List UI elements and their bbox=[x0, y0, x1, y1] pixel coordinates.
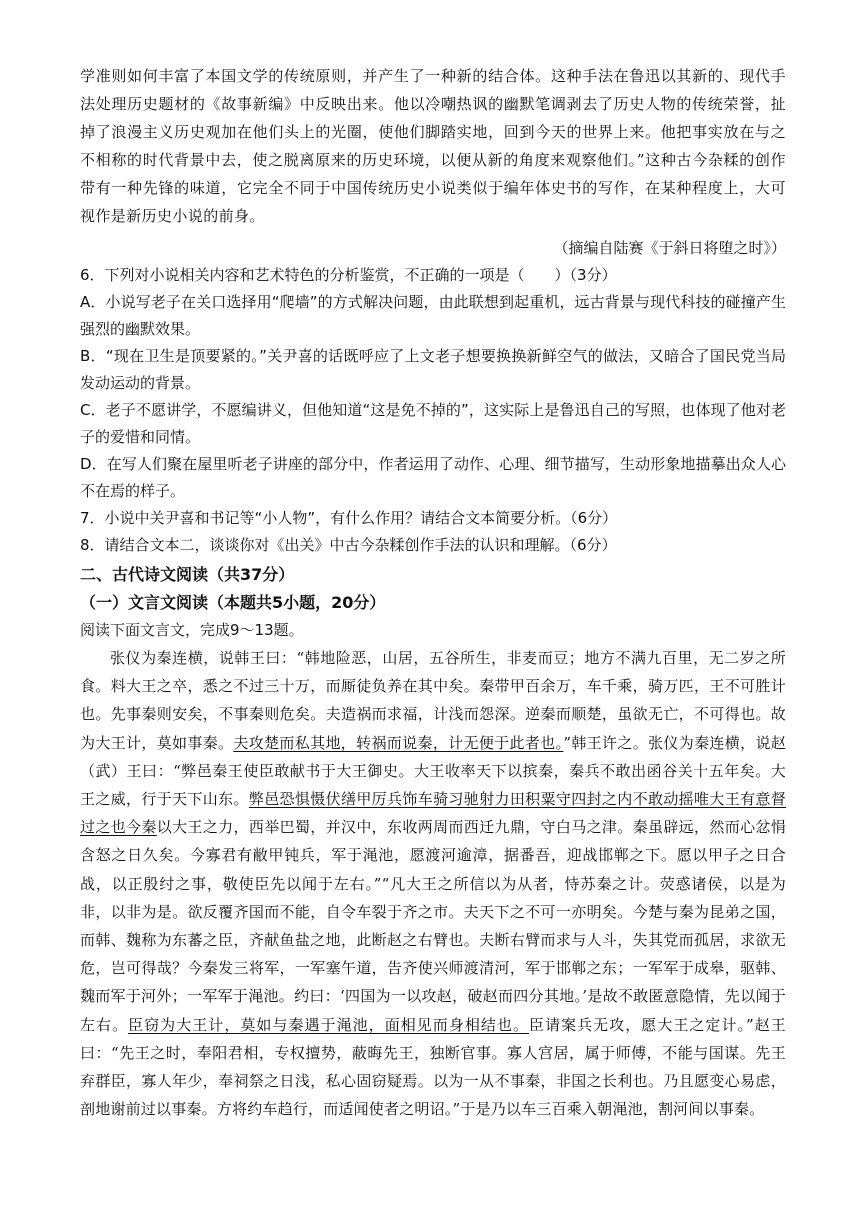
option-d: D．在写人们聚在屋里听老子讲座的部分中，作者运用了动作、心理、细节描写，生动形象地描摹出众人心不在焉的样子。 bbox=[80, 455, 786, 500]
option-b: B．“现在卫生是顶要紧的。”关尹喜的话既呼应了上文老子想要换换新鲜空气的做法，又暗合了国民党当局发动运动的背景。 bbox=[80, 347, 786, 392]
classical-text-part1: 张仪为秦连横，说韩王曰：“韩地险恶，山居，五谷所生，非麦而豆；地方不满九百里，无二岁之所食。料大王之卒，悉之不过三十万，而厮徒负养在其中矣。秦带甲百余万，车千乘，骑万匹，王不可胜计也。先事秦则安矣，不事秦则危矣。夫造祸而求福，计浅而怨深。逆秦而顺楚，虽欲无亡，不可得也。故为大王计，莫如事秦。 bbox=[80, 649, 786, 752]
passage-paragraph: 学准则如何丰富了本国文学的传统原则，并产生了一种新的结合体。这种手法在鲁迅以其新的、现代手法处理历史题材的《故事新编》中反映出来。他以冷嘲热讽的幽默笔调剥去了历史人物的传统荣誉，扯掉了浪漫主义历史观加在他们头上的光圈，使他们脚踏实地，回到今天的世界上来。他把事实放在与之不相称的时代背景中去，使之脱离原来的历史环境，以便从新的角度来观察他们。”这种古今杂糅的创作带有一种先锋的味道，它完全不同于中国传统历史小说类似于编年体史书的写作，在某种程度上，大可视作是新历史小说的前身。 bbox=[80, 67, 786, 225]
question-7: 7．小说中关尹喜和书记等“小人物”，有什么作用？请结合文本简要分析。（6分） bbox=[80, 509, 618, 527]
subsection-title: （一）文言文阅读（本题共5小题，20分） bbox=[80, 593, 386, 612]
classical-text-part4: 臣请案兵无攻，愿大王之定计。”赵王曰：“先王之时，奉阳君相，专权擅势，蔽晦先王，独断官事。寡人宫居，属于师傅，不能与国谋。先王弃群臣，寡人年少，奉祠祭之日浅，私心固窃疑焉。以为一从不事秦，非国之长利也。乃且愿变心易虑，剖地谢前过以事秦。方将约车趋行，而适闻使者之明诏。”于是乃以车三百乘入朝渑池，割河间以事秦。 bbox=[80, 1015, 786, 1119]
option-a: A．小说写老子在关口选择用“爬墙”的方式解决问题，由此联想到起重机，远古背景与现代科技的碰撞产生强烈的幽默效果。 bbox=[80, 293, 786, 338]
exam-page bbox=[80, 62, 786, 1123]
question-6: 6．下列对小说相关内容和艺术特色的分析鉴赏，不正确的一项是（ ）（3分） bbox=[80, 266, 617, 284]
underlined-sentence-3: 臣窃为大王计，莫如与秦遇于渑池，面相见而身相结也。 bbox=[128, 1015, 530, 1034]
classical-text-part2: ”韩王许之。张仪为秦连横，说赵（武）王曰：“弊邑秦王使臣敢献书于大王御史。大王收率天下以摈秦，秦兵不敢出函谷关十五年矣。大王之威，行于天下山东。 bbox=[80, 733, 786, 809]
underlined-sentence-2: 弊邑恐惧慑伏缮甲厉兵饰车骑习驰射力田积粟守四封之内不敢动摇唯大王有意督过之也今秦 bbox=[80, 790, 786, 837]
underlined-sentence-1: 夫攻楚而私其地，转祸而说秦，计无便于此者也。 bbox=[233, 733, 564, 752]
reading-instruction: 阅读下面文言文，完成9～13题。 bbox=[80, 621, 304, 639]
option-c: C．老子不愿讲学，不愿编讲义，但他知道“这是免不掉的”，这实际上是鲁迅自己的写照，也体现了他对老子的爱惜和同情。 bbox=[80, 401, 786, 446]
passage-source: （摘编自陆赛《于斜日将堕之时》） bbox=[553, 239, 786, 257]
question-8: 8．请结合文本二，谈谈你对《出关》中古今杂糅创作手法的认识和理解。（6分） bbox=[80, 536, 617, 554]
classical-text-part3: 以大王之力，西举巴蜀，并汉中，东收两周而西迁九鼎，守白马之津。秦虽辟远，然而心忿悁含怒之日久矣。今寡君有敝甲钝兵，军于渑池，愿渡河逾漳，据番吾，迎战邯郸之下。愿以甲子之日合战，以正殷纣之事，敬使臣先以闻于左右。”“凡大王之所信以为从者，恃苏秦之计。荧惑诸侯，以是为非，以非为是。欲反覆齐国而不能，自令车裂于齐之市。夫天下之不可一亦明矣。今楚与秦为昆弟之国，而韩、魏称为东蕃之臣，齐献鱼盐之地，此断赵之右臂也。夫断右臂而求与人斗，失其党而孤居，求欲无危，岂可得哉？今秦发三将军，一军塞午道，告齐使兴师渡清河，军于邯郸之东；一军军于成皋，驱韩、魏而军于河外；一军军于渑池。约曰：‘四国为一以攻赵，破赵而四分其地。’是故不敢匿意隐情，先以闻于左右。 bbox=[80, 818, 786, 1034]
section-title: 二、古代诗文阅读（共37分） bbox=[80, 565, 295, 584]
classical-text bbox=[80, 644, 786, 1123]
